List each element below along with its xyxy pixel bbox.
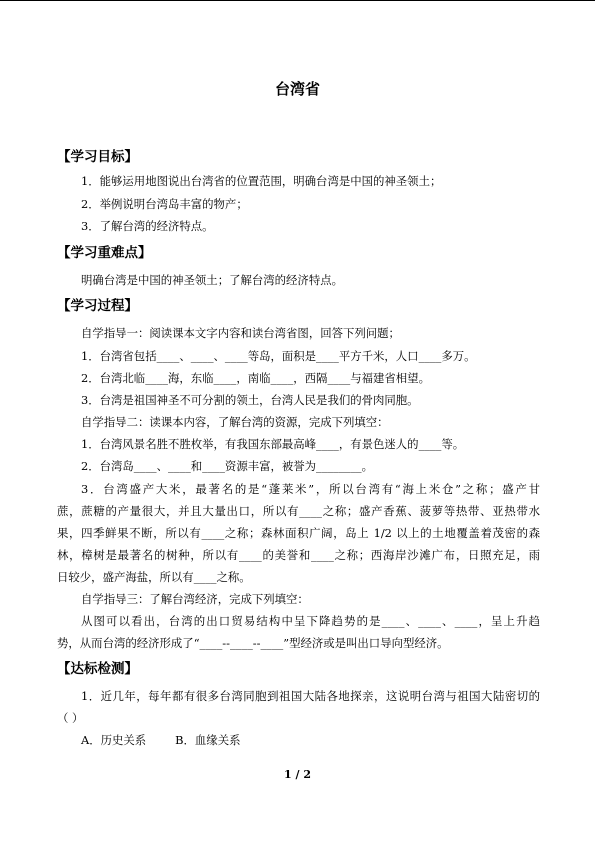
heading-key-points: 【学习重难点】 bbox=[57, 245, 152, 261]
guide-three-instruction: 自学指导三：了解台湾经济，完成下列填空： bbox=[81, 592, 309, 606]
guide-two-question: 2．台湾岛____、____和____资源丰富，被誉为________。 bbox=[81, 459, 374, 473]
test-question-line: （ ） bbox=[57, 711, 84, 725]
page-top-border bbox=[0, 0, 595, 1]
heading-learning-goals: 【学习目标】 bbox=[57, 149, 138, 165]
guide-one-question: 3．台湾是祖国神圣不可分割的领土，台湾人民是我们的骨肉同胞。 bbox=[81, 393, 419, 407]
page-title: 台湾省 bbox=[274, 80, 320, 98]
guide-two-paragraph-line: 蔗，蔗糖的产量很大，并且大量出口，所以有____之称；盛产香蕉、菠萝等热带、亚热带水 bbox=[57, 504, 540, 518]
guide-one-question: 1．台湾省包括____、____、____等岛，面积是____平方千米，人口____多万。 bbox=[81, 349, 476, 363]
test-question-options: A．历史关系 B．血缘关系 bbox=[81, 733, 241, 747]
guide-two-paragraph-line: 林，樟树是最著名的树种，所以有____的美誉和____之称；西海岸沙滩广布，日照充足，雨 bbox=[57, 548, 540, 562]
heading-learning-process: 【学习过程】 bbox=[57, 298, 138, 314]
guide-two-paragraph-line: 日较少，盛产海盐，所以有____之称。 bbox=[57, 570, 251, 584]
key-points-text: 明确台湾是中国的神圣领土；了解台湾的经济特点。 bbox=[81, 273, 343, 287]
guide-two-instruction: 自学指导二：读课本内容，了解台湾的资源，完成下列填空： bbox=[81, 415, 389, 429]
goal-item: 3．了解台湾的经济特点。 bbox=[81, 219, 214, 233]
guide-one-instruction: 自学指导一：阅读课本文字内容和读台湾省图，回答下列问题； bbox=[81, 326, 400, 340]
guide-two-paragraph-line: 果，四季鲜果不断，所以有____之称；森林面积广阔，岛上 1/2 以上的土地覆盖着茂密的森 bbox=[57, 526, 540, 540]
goal-item: 1．能够运用地图说出台湾省的位置范围，明确台湾是中国的神圣领土； bbox=[81, 174, 442, 188]
guide-two-paragraph-line: 3．台湾盛产大米，最著名的是“蓬莱米”，所以台湾有“海上米仓”之称；盛产甘 bbox=[81, 482, 540, 496]
guide-one-question: 2．台湾北临____海，东临____，南临____，西隔____与福建省相望。 bbox=[81, 371, 430, 385]
guide-two-question: 1．台湾风景名胜不胜枚举，有我国东部最高峰____，有景色迷人的____等。 bbox=[81, 437, 465, 451]
page-number: 1 / 2 bbox=[284, 768, 311, 781]
guide-three-paragraph-line: 从图可以看出，台湾的出口贸易结构中呈下降趋势的是____、____、____，呈上升趋 bbox=[81, 614, 540, 628]
guide-three-paragraph-line: 势，从而台湾的经济形成了“____--____--____”型经济或是叫出口导向型经济。 bbox=[57, 636, 449, 650]
test-question-line: 1．近几年，每年都有很多台湾同胞到祖国大陆各地探亲，这说明台湾与祖国大陆密切的 bbox=[81, 689, 540, 703]
heading-assessment: 【达标检测】 bbox=[57, 661, 138, 677]
goal-item: 2．举例说明台湾岛丰富的物产； bbox=[81, 197, 248, 211]
